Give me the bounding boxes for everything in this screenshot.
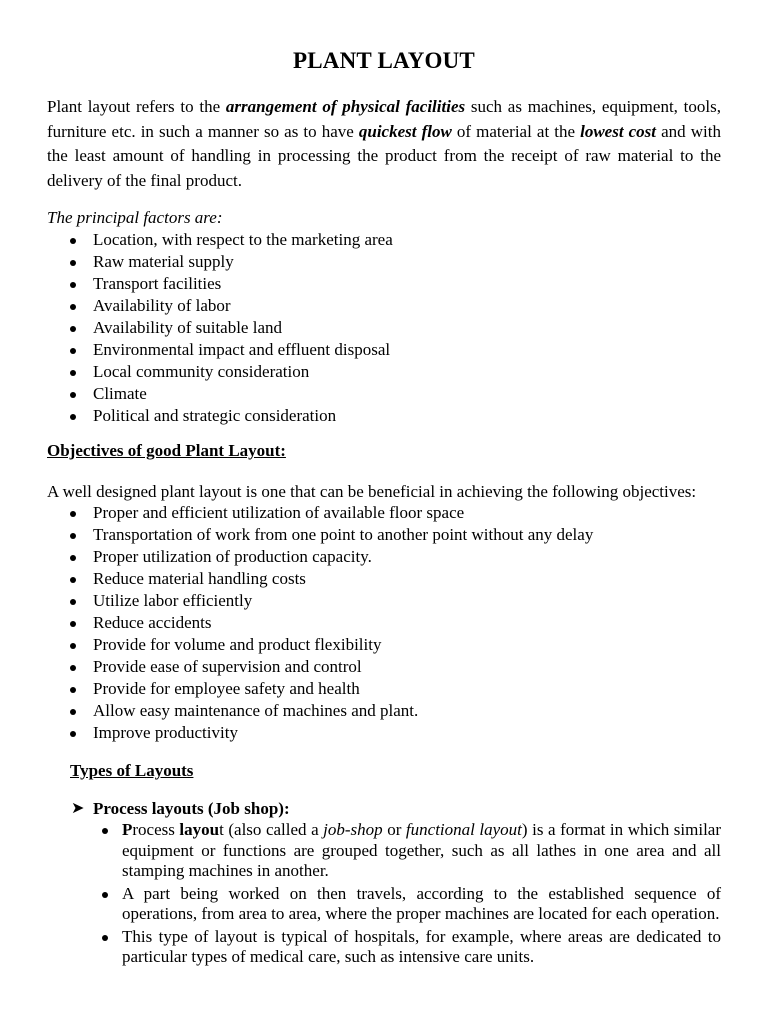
intro-emphasis-1: arrangement of physical facilities bbox=[225, 97, 466, 116]
bullet-icon bbox=[70, 370, 76, 376]
list-item-text: Reduce accidents bbox=[93, 613, 212, 632]
document-content bbox=[47, 46, 721, 970]
list-item bbox=[93, 295, 721, 317]
bullet-icon bbox=[70, 577, 76, 583]
list-item bbox=[93, 273, 721, 295]
bullet-icon bbox=[70, 731, 76, 737]
list-item-text: Political and strategic consideration bbox=[93, 406, 337, 425]
page-title: PLANT LAYOUT bbox=[293, 48, 475, 73]
bullet-icon bbox=[102, 892, 108, 898]
bullet-icon bbox=[70, 392, 76, 398]
process-layouts-heading bbox=[71, 798, 721, 820]
process-text-4: ) is a format in which similar equipment or functions are grouped together, such as all lathes in one area and all stamping machines in another. bbox=[122, 820, 721, 880]
list-item bbox=[93, 317, 721, 339]
process-text-italic-1: job-shop bbox=[323, 820, 383, 839]
bullet-icon bbox=[70, 414, 76, 420]
factors-list bbox=[47, 229, 721, 427]
list-item bbox=[93, 700, 721, 722]
list-item-text: Climate bbox=[93, 384, 147, 403]
list-item bbox=[93, 722, 721, 744]
list-item bbox=[93, 251, 721, 273]
list-item-text: Proper utilization of production capacity. bbox=[93, 547, 372, 566]
list-item-text: Raw material supply bbox=[93, 252, 234, 271]
bullet-icon bbox=[70, 555, 76, 561]
bullet-icon bbox=[102, 828, 108, 834]
bullet-icon bbox=[70, 238, 76, 244]
bullet-icon bbox=[70, 621, 76, 627]
list-item bbox=[93, 383, 721, 405]
arrow-bullet-icon: ➤ bbox=[71, 800, 85, 817]
intro-emphasis-3: lowest cost bbox=[580, 121, 657, 141]
list-item-text: A part being worked on then travels, according to the established sequence of operations, from area to area, where the proper machines are located for each operation. bbox=[122, 883, 721, 923]
list-item-text: Location, with respect to the marketing area bbox=[93, 230, 393, 249]
list-item bbox=[93, 524, 721, 546]
objectives-list bbox=[47, 502, 721, 744]
bullet-icon bbox=[70, 511, 76, 517]
objectives-heading: Objectives of good Plant Layout: bbox=[47, 441, 286, 460]
list-item bbox=[93, 502, 721, 524]
list-item-text: Reduce material handling costs bbox=[93, 569, 306, 588]
process-text-bold-2: layou bbox=[179, 820, 220, 839]
bullet-icon bbox=[70, 260, 76, 266]
list-item-text: Provide for volume and product flexibility bbox=[93, 635, 382, 654]
list-item bbox=[93, 568, 721, 590]
bullet-icon bbox=[70, 665, 76, 671]
process-text-bold-1: P bbox=[122, 820, 133, 839]
bullet-icon bbox=[70, 326, 76, 332]
list-item-text: Utilize labor efficiently bbox=[93, 591, 253, 610]
list-item bbox=[122, 927, 721, 968]
list-item bbox=[93, 612, 721, 634]
list-item-text: Transport facilities bbox=[93, 274, 222, 293]
list-item-text: Availability of labor bbox=[93, 296, 231, 315]
bullet-icon bbox=[70, 533, 76, 539]
intro-text-2: such as machines, equipment, tools, furniture etc. in such a manner so as to have bbox=[47, 97, 721, 141]
process-text-italic-2: functional layout bbox=[405, 820, 522, 839]
types-heading: Types of Layouts bbox=[70, 761, 194, 780]
list-item-text: Provide ease of supervision and control bbox=[93, 657, 362, 676]
list-item bbox=[93, 656, 721, 678]
intro-paragraph bbox=[47, 95, 721, 193]
list-item bbox=[93, 546, 721, 568]
factors-intro: The principal factors are: bbox=[47, 208, 223, 227]
objectives-intro: A well designed plant layout is one that can be beneficial in achieving the following objectives: bbox=[47, 482, 697, 501]
intro-text-3: of material at the bbox=[451, 121, 581, 141]
bullet-icon bbox=[70, 304, 76, 310]
process-text-3: or bbox=[382, 820, 406, 839]
process-layouts-list bbox=[47, 820, 721, 968]
list-item-text: Proper and efficient utilization of available floor space bbox=[93, 503, 465, 522]
bullet-icon bbox=[70, 282, 76, 288]
process-layouts-heading-text: Process layouts (Job shop): bbox=[93, 799, 290, 818]
list-item bbox=[93, 634, 721, 656]
intro-text-4: and with the least amount of handling in processing the product from the receipt of raw material to the delivery of the final product. bbox=[47, 121, 721, 190]
list-item bbox=[122, 884, 721, 925]
bullet-icon bbox=[70, 348, 76, 354]
list-item-text: Availability of suitable land bbox=[93, 318, 283, 337]
list-item bbox=[93, 590, 721, 612]
list-item bbox=[93, 361, 721, 383]
list-item-text: Environmental impact and effluent disposal bbox=[93, 340, 391, 359]
list-item bbox=[93, 678, 721, 700]
bullet-icon bbox=[70, 709, 76, 715]
intro-text-1: Plant layout refers to the bbox=[47, 97, 226, 116]
list-item bbox=[93, 229, 721, 251]
list-item-text: This type of layout is typical of hospitals, for example, where areas are dedicated to particular types of medical care, such as intensive care units. bbox=[122, 926, 721, 966]
bullet-icon bbox=[70, 599, 76, 605]
list-item-text: Transportation of work from one point to another point without any delay bbox=[93, 525, 594, 544]
bullet-icon bbox=[102, 935, 108, 941]
list-item-text: Allow easy maintenance of machines and plant. bbox=[93, 701, 419, 720]
list-item-text: Improve productivity bbox=[93, 723, 238, 742]
bullet-icon bbox=[70, 687, 76, 693]
intro-emphasis-2: quickest flow bbox=[358, 121, 452, 141]
list-item-text: Local community consideration bbox=[93, 362, 310, 381]
bullet-icon bbox=[70, 643, 76, 649]
list-item bbox=[122, 820, 721, 882]
process-text-1: rocess bbox=[132, 820, 180, 839]
list-item-text: Provide for employee safety and health bbox=[93, 679, 360, 698]
list-item bbox=[93, 339, 721, 361]
list-item bbox=[93, 405, 721, 427]
process-text-2: t (also called a bbox=[219, 820, 324, 839]
